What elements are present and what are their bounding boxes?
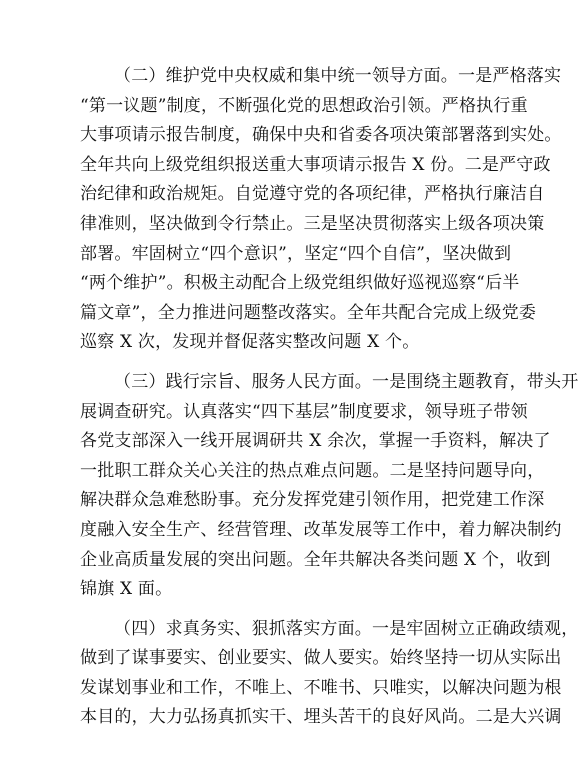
text-line: 度融入安全生产、经营管理、改革发展等工作中，着力解决制约 — [80, 519, 562, 540]
text-line: 一批职工群众关心关注的热点难点问题。二是坚持问题导向， — [80, 460, 545, 481]
text-line: 做到了谋事要实、创业要实、做人要实。始终坚持一切从实际出 — [80, 648, 562, 669]
text-line: 本目的，大力弘扬真抓实干、埋头苦干的良好风尚。二是大兴调 — [80, 707, 562, 728]
text-line: 巡察 X 次，发现并督促落实整改问题 X 个。 — [80, 332, 420, 353]
text-line: 各党支部深入一线开展调研共 X 余次，掌握一手资料，解决了 — [80, 431, 551, 452]
text-line: 律准则，坚决做到令行禁止。三是坚决贯彻落实上级各项决策 — [80, 213, 545, 234]
text-line: 发谋划事业和工作，不唯上、不唯书、只唯实，以解决问题为根 — [80, 677, 562, 698]
text-line: （二）维护党中央权威和集中统一领导方面。一是严格落实 — [114, 66, 562, 86]
text-line: （三）践行宗旨、服务人民方面。一是围绕主题教育，带头开 — [114, 371, 579, 392]
paragraph-section-4 — [80, 615, 579, 733]
text-line: 部署。牢固树立“四个意识”，坚定“四个自信”，坚决做到 — [80, 243, 512, 264]
text-line: 展调查研究。认真落实“四下基层”制度要求，领导班子带领 — [80, 401, 528, 422]
text-line: “两个维护”。积极主动配合上级党组织做好巡视巡察“后半 — [80, 273, 520, 294]
text-line: “第一议题”制度，不断强化党的思想政治引领。严格执行重 — [80, 95, 528, 116]
text-line: 大事项请示报告制度，确保中央和省委各项决策部署落到实处。 — [80, 125, 562, 146]
text-line: 解决群众急难愁盼事。充分发挥党建引领作用，把党建工作深 — [80, 490, 545, 511]
paragraph-section-3 — [80, 368, 579, 605]
text-line: 企业高质量发展的突出问题。全年共解决各类问题 X 个，收到 — [80, 549, 551, 570]
text-line: 治纪律和政治规矩。自觉遵守党的各项纪律，严格执行廉洁自 — [80, 184, 545, 205]
text-line: 锦旗 X 面。 — [80, 579, 173, 600]
text-line: （四）求真务实、狠抓落实方面。一是牢固树立正确政绩观， — [114, 618, 579, 639]
text-line: 篇文章”，全力推进问题整改落实。全年共配合完成上级党委 — [80, 302, 537, 323]
text-line: 全年共向上级党组织报送重大事项请示报告 X 份。二是严守政 — [80, 154, 551, 175]
paragraph-section-2 — [80, 62, 562, 358]
